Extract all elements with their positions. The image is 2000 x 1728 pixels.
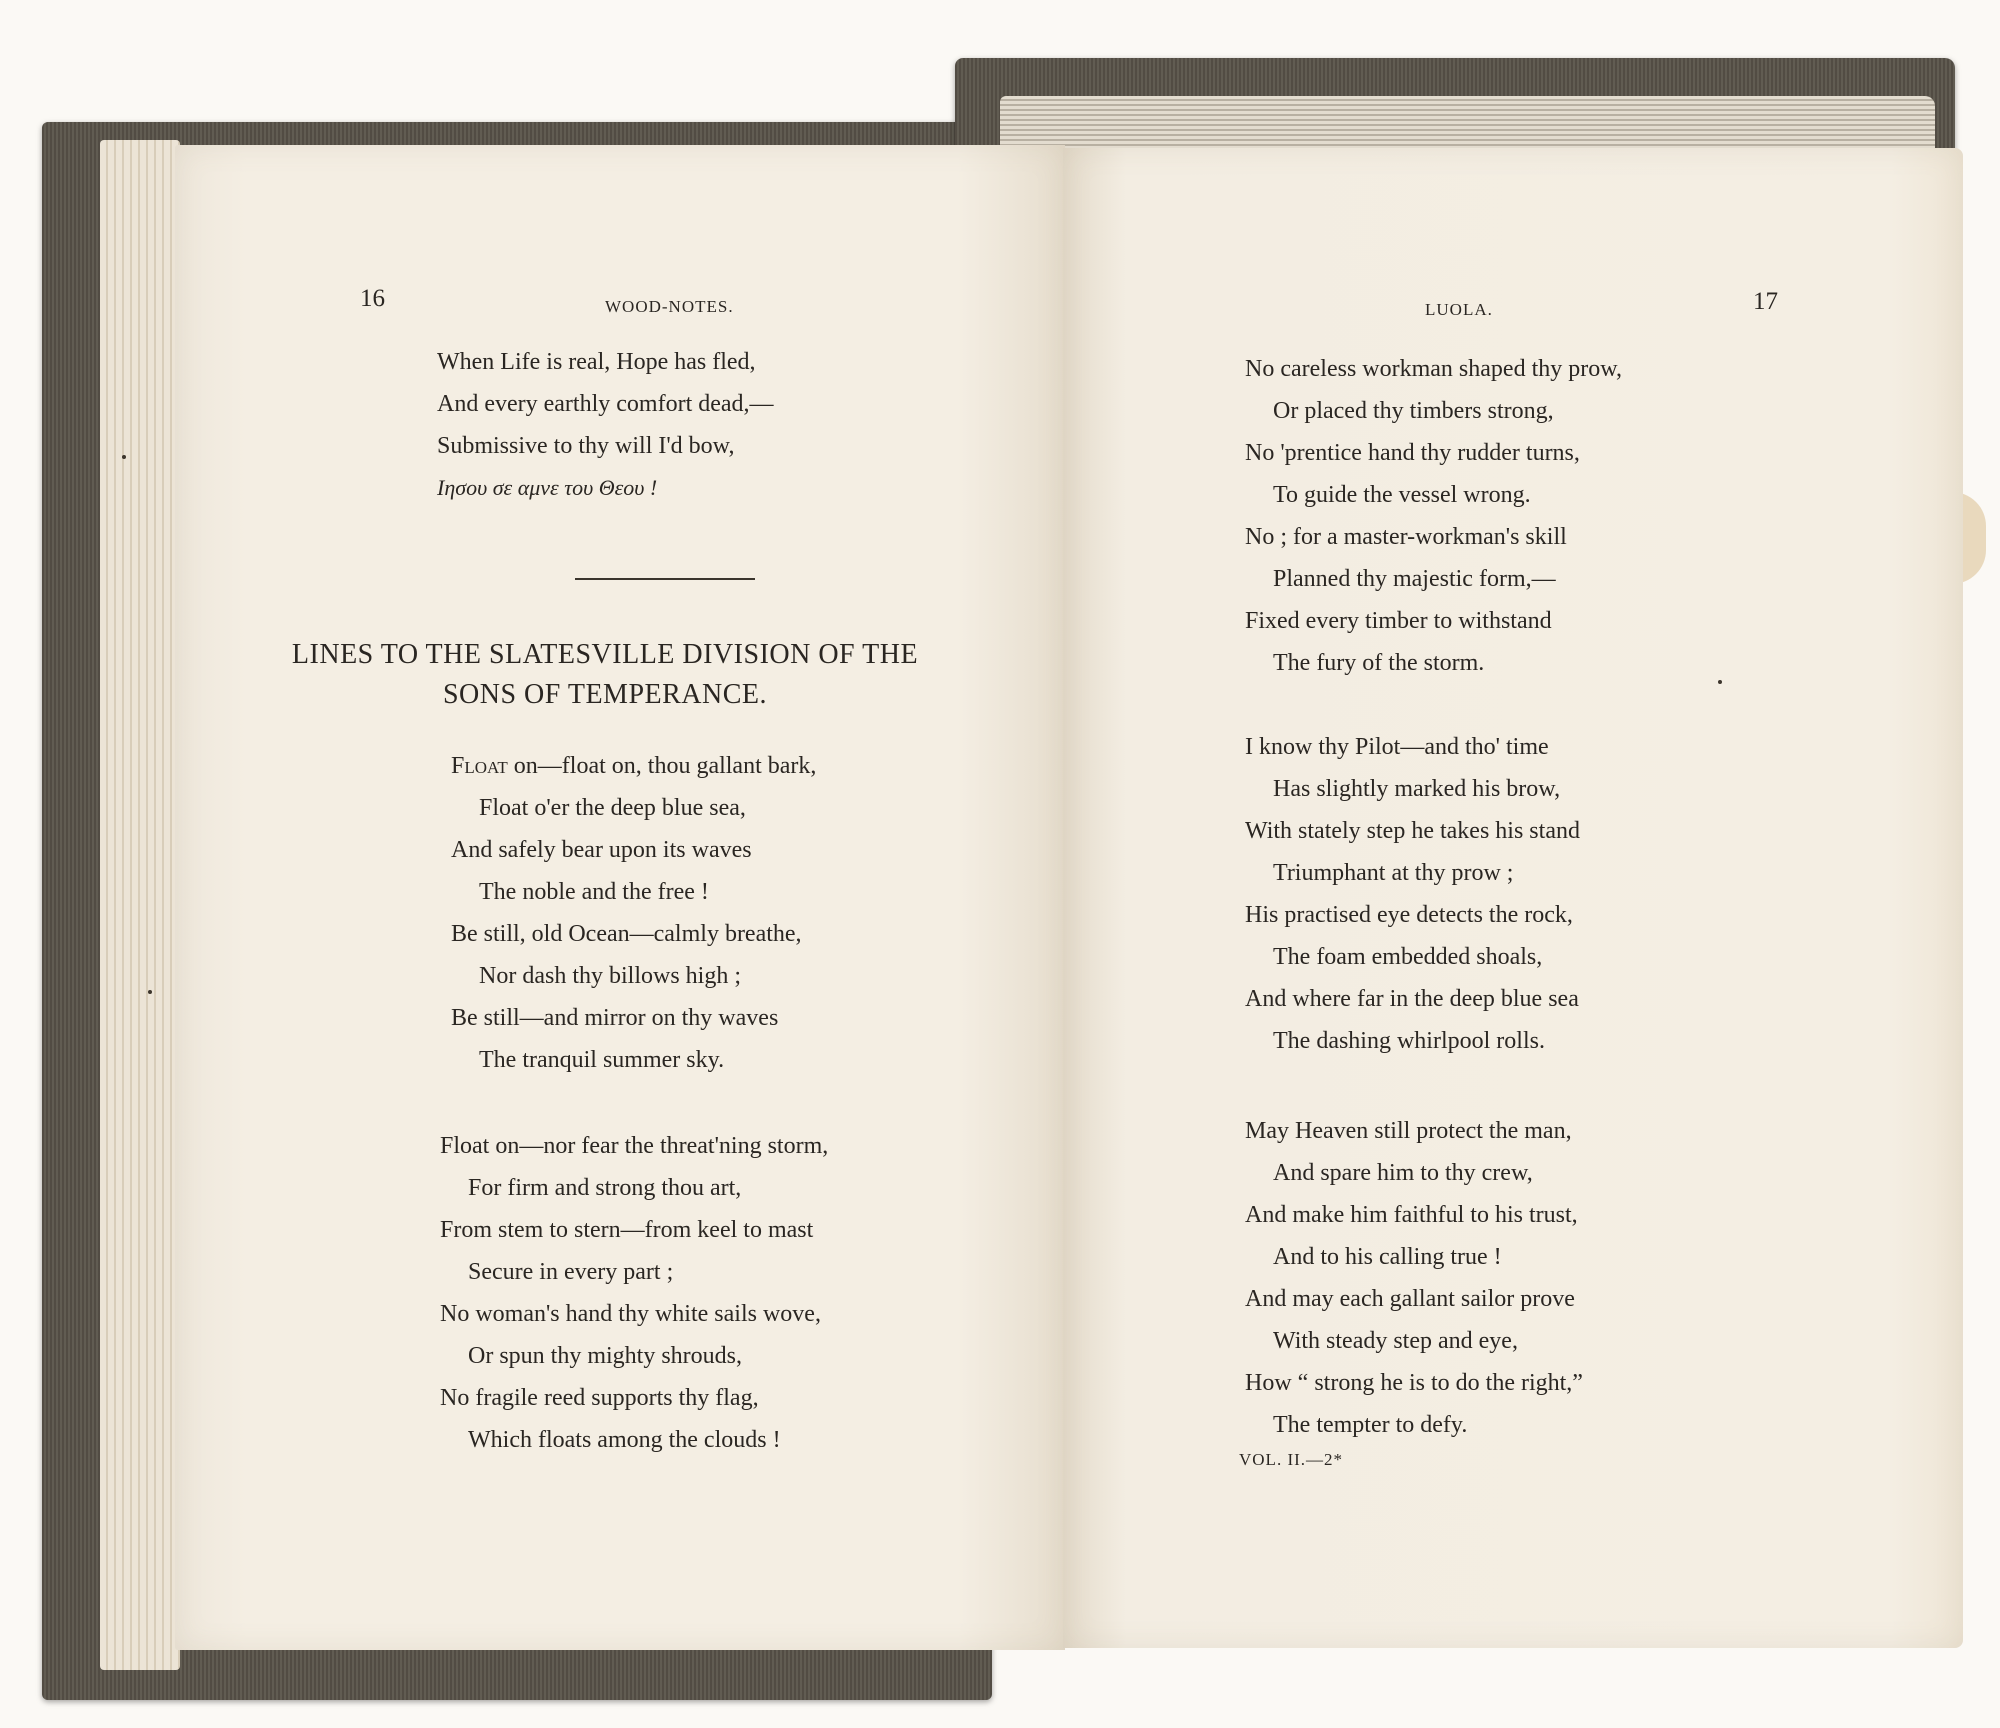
poem-title-line-1: LINES TO THE SLATESVILLE DIVISION OF THE bbox=[291, 639, 919, 670]
verse-line: No 'prentice hand thy rudder turns, bbox=[1245, 440, 1580, 466]
stanza-1-left bbox=[451, 745, 816, 1081]
verse-line: To guide the vessel wrong. bbox=[1273, 482, 1531, 508]
verse-line: And make him faithful to his trust, bbox=[1245, 1202, 1578, 1228]
page-number-left: 16 bbox=[360, 285, 385, 312]
verse-line: The fury of the storm. bbox=[1273, 650, 1485, 676]
verse-line: With stately step he takes his stand bbox=[1245, 818, 1580, 844]
verse-line-rest: on—float on, thou gallant bark, bbox=[507, 753, 817, 779]
stanza-2-right bbox=[1245, 726, 1580, 1062]
verse-line: Which floats among the clouds ! bbox=[468, 1427, 781, 1453]
verse-line: When Life is real, Hope has fled, bbox=[437, 349, 756, 375]
verse-line: Nor dash thy billows high ; bbox=[479, 963, 741, 989]
verse-line: And safely bear upon its waves bbox=[451, 837, 752, 863]
verse-line: I know thy Pilot—and tho' time bbox=[1245, 734, 1549, 760]
verse-line: The tranquil summer sky. bbox=[479, 1047, 725, 1073]
verse-line: The foam embedded shoals, bbox=[1273, 944, 1543, 970]
verse-line: Planned thy majestic form,— bbox=[1273, 566, 1556, 592]
foxing-spot bbox=[148, 990, 152, 994]
page-edges-left bbox=[100, 140, 180, 1670]
right-page bbox=[1063, 148, 1963, 1648]
left-page bbox=[175, 145, 1065, 1650]
verse-line: Has slightly marked his brow, bbox=[1273, 776, 1561, 802]
verse-line: For firm and strong thou art, bbox=[468, 1175, 742, 1201]
verse-line: May Heaven still protect the man, bbox=[1245, 1118, 1572, 1144]
opening-stanza bbox=[437, 341, 774, 509]
verse-line: Be still, old Ocean—calmly breathe, bbox=[451, 921, 802, 947]
verse-line: His practised eye detects the rock, bbox=[1245, 902, 1573, 928]
verse-line: Or spun thy mighty shrouds, bbox=[468, 1343, 743, 1369]
verse-line: And every earthly comfort dead,— bbox=[437, 391, 774, 417]
foxing-spot bbox=[122, 455, 126, 459]
verse-line: How “ strong he is to do the right,” bbox=[1245, 1370, 1583, 1396]
stanza-3-right bbox=[1245, 1110, 1583, 1446]
page-edges-top bbox=[1000, 96, 1935, 152]
verse-line: The noble and the free ! bbox=[479, 879, 709, 905]
drop-word: Float bbox=[451, 753, 508, 779]
verse-line: Triumphant at thy prow ; bbox=[1273, 860, 1514, 886]
verse-line: And spare him to thy crew, bbox=[1273, 1160, 1533, 1186]
signature-mark: VOL. II.—2* bbox=[1239, 1450, 1344, 1469]
verse-line: Fixed every timber to withstand bbox=[1245, 608, 1552, 634]
verse-line: The tempter to defy. bbox=[1273, 1412, 1468, 1438]
verse-line: No woman's hand thy white sails wove, bbox=[440, 1301, 821, 1327]
verse-line: No fragile reed supports thy flag, bbox=[440, 1385, 759, 1411]
running-head-left: WOOD-NOTES. bbox=[605, 297, 734, 316]
verse-line: No careless workman shaped thy prow, bbox=[1245, 356, 1623, 382]
verse-line: Submissive to thy will I'd bow, bbox=[437, 433, 735, 459]
verse-line: Or placed thy timbers strong, bbox=[1273, 398, 1554, 424]
verse-line: And to his calling true ! bbox=[1273, 1244, 1502, 1270]
verse-line: The dashing whirlpool rolls. bbox=[1273, 1028, 1545, 1054]
greek-line: Ιησου σε αμνε του Θεου ! bbox=[437, 475, 658, 500]
verse-line: And where far in the deep blue sea bbox=[1245, 986, 1579, 1012]
page-number-right: 17 bbox=[1753, 288, 1778, 315]
stanza-2-left bbox=[440, 1125, 828, 1461]
verse-line: And may each gallant sailor prove bbox=[1245, 1286, 1575, 1312]
poem-title bbox=[275, 635, 935, 715]
section-divider bbox=[575, 578, 755, 580]
verse-line: Be still—and mirror on thy waves bbox=[451, 1005, 779, 1031]
verse-line: Secure in every part ; bbox=[468, 1259, 674, 1285]
verse-line: Float on—nor fear the threat'ning storm, bbox=[440, 1133, 829, 1159]
stanza-1-right bbox=[1245, 348, 1622, 684]
verse-line bbox=[451, 745, 816, 787]
running-head-right: LUOLA. bbox=[1425, 300, 1493, 319]
verse-line: With steady step and eye, bbox=[1273, 1328, 1518, 1354]
verse-line: From stem to stern—from keel to mast bbox=[440, 1217, 814, 1243]
poem-title-line-2: SONS OF TEMPERANCE. bbox=[442, 679, 768, 710]
verse-line: Float o'er the deep blue sea, bbox=[479, 795, 746, 821]
foxing-spot bbox=[1718, 680, 1722, 684]
verse-line: No ; for a master-workman's skill bbox=[1245, 524, 1567, 550]
